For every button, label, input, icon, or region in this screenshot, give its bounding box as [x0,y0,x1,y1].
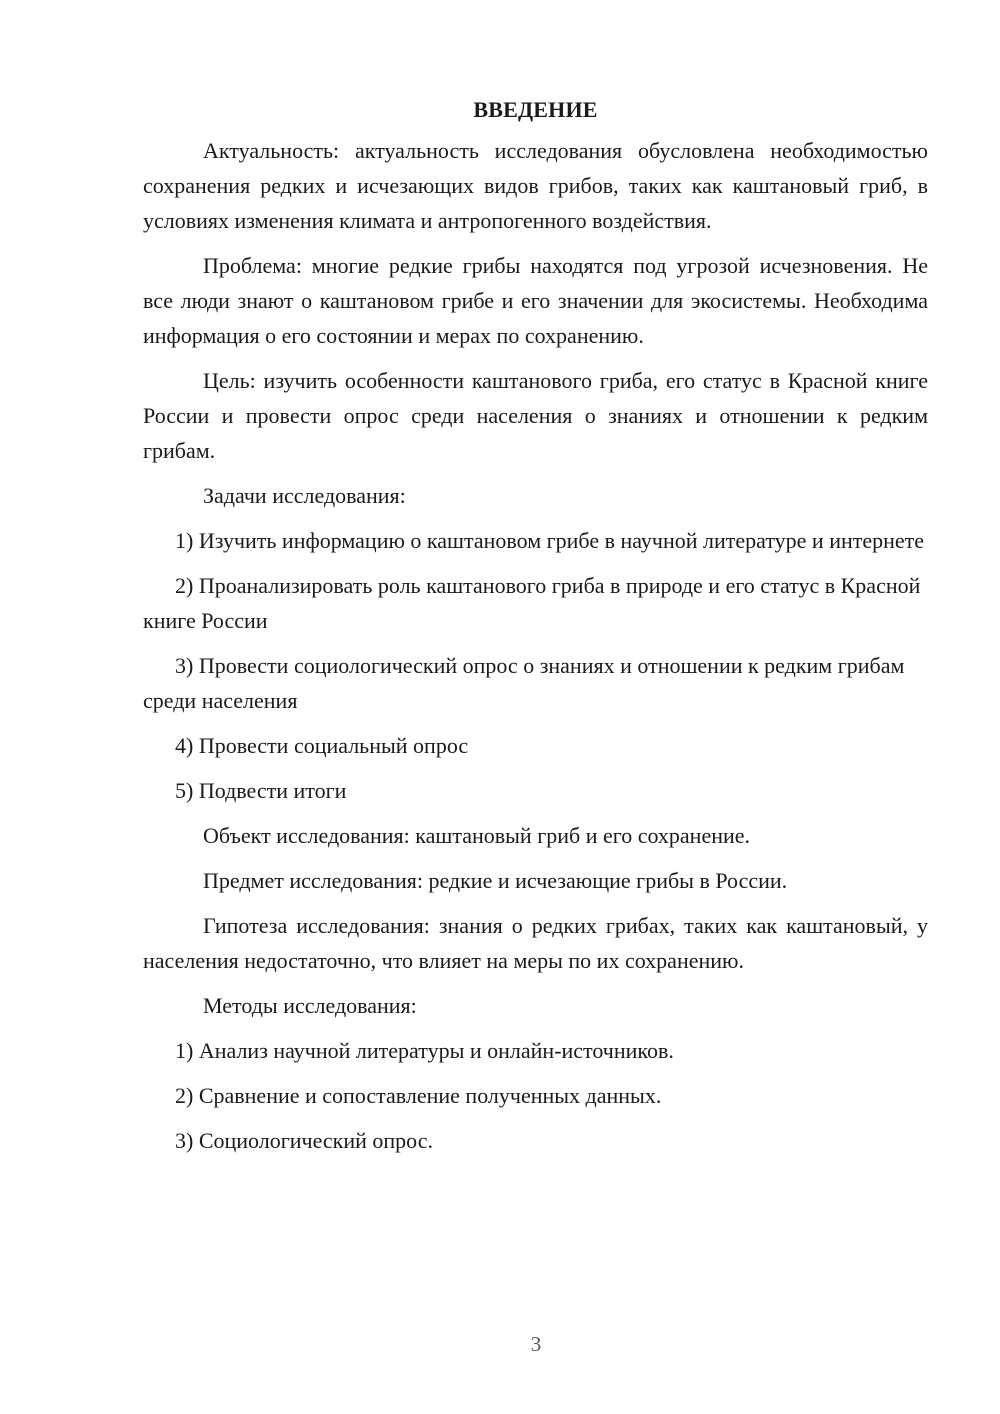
section-heading: ВВЕДЕНИЕ [473,97,598,122]
task-item: 3) Провести социологический опрос о знаниях и отношении к редким грибам среди населения [143,653,905,713]
problem-paragraph: Проблема: многие редкие грибы находятся под угрозой исчезновения. Не все люди знают о каштановом грибе и его значении для экосистемы. Необходима информация о его состоянии и мерах по сохранению. [143,253,928,348]
method-item: 1) Анализ научной литературы и онлайн-источников. [175,1038,674,1063]
task-item: 5) Подвести итоги [175,778,347,803]
methods-title: Методы исследования: [203,993,417,1018]
method-item: 3) Социологический опрос. [175,1128,433,1153]
relevance-paragraph: Актуальность: актуальность исследования обусловлена необходимостью сохранения редких и исчезающих видов грибов, таких как каштановый гриб, в условиях изменения климата и антропогенного воздействия. [143,138,928,233]
hypothesis-paragraph: Гипотеза исследования: знания о редких грибах, таких как каштановый, у населения недостаточно, что влияет на меры по их сохранению. [143,913,928,973]
page-number: 3 [530,1332,542,1356]
goal-paragraph: Цель: изучить особенности каштанового гриба, его статус в Красной книге России и провести опрос среди населения о знаниях и отношении к редким грибам. [143,368,928,463]
task-item: 1) Изучить информацию о каштановом грибе в научной литературе и интернете [175,528,925,553]
tasks-title: Задачи исследования: [203,483,406,508]
object-paragraph: Объект исследования: каштановый гриб и его сохранение. [203,823,751,848]
method-item: 2) Сравнение и сопоставление полученных данных. [175,1083,662,1108]
page-content [143,92,928,1168]
subject-paragraph: Предмет исследования: редкие и исчезающие грибы в России. [203,868,788,893]
task-item: 2) Проанализировать роль каштанового гриба в природе и его статус в Красной книге России [143,573,921,633]
task-item: 4) Провести социальный опрос [175,733,469,758]
